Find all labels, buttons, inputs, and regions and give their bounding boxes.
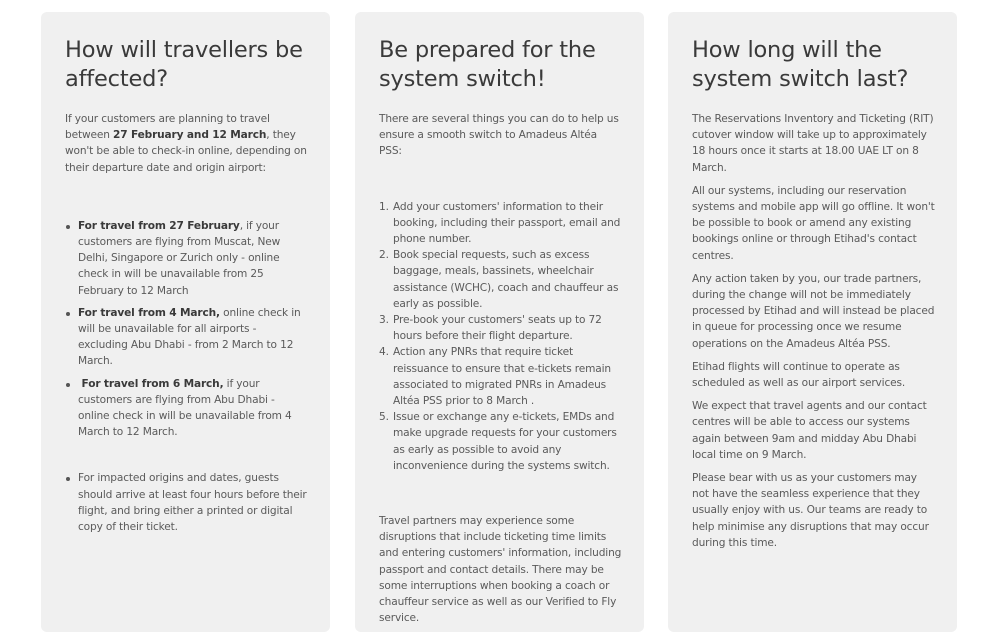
list-item — [78, 376, 308, 441]
step-number: 3. — [379, 314, 389, 327]
list-item — [379, 344, 622, 409]
paragraph: Please bear with us as your customers may not have the seamless experience that they usually enjoy with us. Our teams are ready to help minimise any disruptions that may occur during this time. — [692, 472, 929, 549]
list-item-heading: For travel from 27 February — [78, 219, 240, 232]
switch-duration-card — [668, 12, 957, 632]
paragraph: The Reservations Inventory and Ticketing (RIT) cutover window will take up to approximately 18 hours once it starts at 18.00 UAE LT on 8 March. — [692, 113, 934, 174]
intro-date-range: 27 February and 12 March — [112, 129, 267, 142]
intro-paragraph — [65, 111, 308, 176]
list-item-text: , if your customers are flying from Muscat, New Delhi, Singapore or Zurich only - online check in will be unavailable from 25 February to 12 March — [78, 219, 281, 297]
paragraph: All our systems, including our reservation systems and mobile app will go offline. It won't be possible to book or amend any existing bookings online or through Etihad's contact centres. — [692, 184, 935, 262]
step-text: Pre-book your customers' seats up to 72 hours before their flight departure. — [393, 314, 602, 343]
step-text: Issue or exchange any e-tickets, EMDs and make upgrade requests for your customers as early as possible to avoid any inconvenience during the systems switch. — [393, 411, 617, 472]
intro-text-end: , they won't be able to check-in online, depending on their departure date and origin airport: — [65, 129, 307, 174]
step-text: Add your customers' information to their booking, including their passport, email and phone number. — [393, 200, 621, 246]
steps-list — [379, 199, 622, 474]
advice-list — [65, 470, 308, 535]
card-title: Be prepared for the system switch! — [379, 37, 596, 92]
step-text: Action any PNRs that require ticket reissuance to ensure that e-tickets remain associated to migrated PNRs in Amadeus Altéa PSS prior to 8 March . — [393, 346, 611, 408]
list-item — [379, 247, 622, 312]
list-item-text: if your customers are flying from Abu Dhabi - online check in will be unavailable from 4 March to 12 March. — [78, 377, 292, 439]
step-number: 2. — [379, 249, 389, 262]
system-switch-prep-card — [355, 12, 644, 632]
list-item — [379, 199, 622, 248]
intro-paragraph: There are several things you can do to help us ensure a smooth switch to Amadeus Altéa PSS: — [379, 113, 619, 158]
card-title: How long will the system switch last? — [692, 37, 909, 92]
step-number: 1. — [379, 200, 389, 213]
list-item-heading: For travel from 4 March, — [78, 306, 220, 319]
step-text: Book special requests, such as excess baggage, meals, bassinets, wheelchair assistance (WCHC), coach and chauffeur as early as possible. — [393, 249, 619, 310]
list-item — [379, 312, 622, 344]
paragraph: Any action taken by you, our trade partners, during the change will not be immediately processed by Etihad and will instead be placed in queue for processing once we resume operations on the Amadeus Altéa PSS. — [692, 272, 935, 350]
travel-dates-list — [65, 218, 308, 441]
travellers-affected-card — [41, 12, 330, 632]
list-item: For impacted origins and dates, guests should arrive at least four hours before their flight, and bring either a printed or digital copy of their ticket. — [78, 470, 308, 535]
card-title: How will travellers be affected? — [65, 37, 303, 92]
paragraph: We expect that travel agents and our contact centres will be able to access our systems again between 9am and midday Abu Dhabi local time on 9 March. — [692, 400, 927, 461]
list-item — [78, 218, 308, 299]
disruption-paragraph: Travel partners may experience some disruptions that include ticketing time limits and entering customers' information, including passport and contact details. There may be some interruptions when booking a coach or chauffeur service as well as our Verified to Fly service. — [379, 515, 622, 625]
intro-text: If your customers are planning to travel between — [65, 113, 270, 142]
list-item — [78, 305, 308, 370]
paragraph: Etihad flights will continue to operate as scheduled as well as our airport services. — [692, 360, 906, 390]
list-item-text: online check in will be unavailable for all airports - excluding Abu Dhabi - from 2 March to 12 March. — [78, 306, 301, 368]
step-number: 5. — [379, 411, 389, 424]
list-item-heading: For travel from 6 March, — [78, 377, 224, 390]
list-item — [379, 409, 622, 474]
step-number: 4. — [379, 346, 389, 359]
